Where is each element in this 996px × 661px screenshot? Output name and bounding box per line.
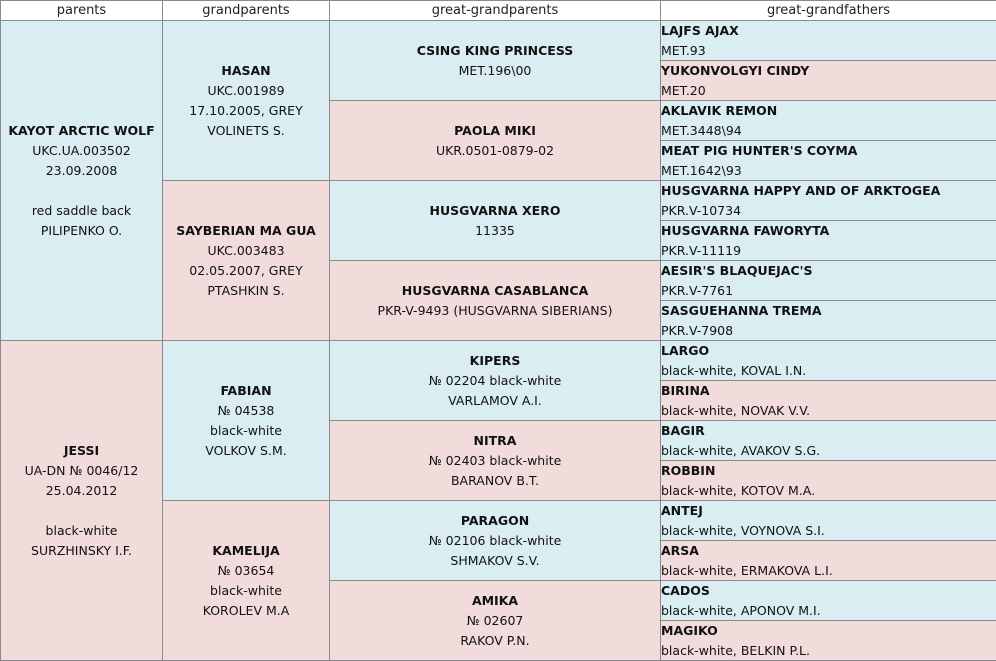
grandparent-4 <box>163 501 330 661</box>
ggf-info: PKR.V-10734 <box>661 203 742 218</box>
ggf-cell-9 <box>661 341 996 381</box>
ggf-name: ARSA <box>661 543 699 558</box>
grandparent-breeder: VOLKOV S.M. <box>205 442 287 458</box>
grandparent-reg: UKC.001989 <box>207 82 285 98</box>
ggf-name: HUSGVARNA FAWORYTA <box>661 223 830 238</box>
ggf-name: MEAT PIG HUNTER'S COYMA <box>661 143 858 158</box>
parent-breeder: SURZHINSKY I.F. <box>31 542 132 558</box>
grandparent-reg: № 04538 <box>217 402 275 418</box>
ggf-name: AESIR'S BLAQUEJAC'S <box>661 263 813 278</box>
great-grandparent-3 <box>330 181 661 261</box>
parent-name: JESSI <box>63 442 100 458</box>
header-row <box>1 1 996 21</box>
great-grandparent-4 <box>330 261 661 341</box>
ggf-name: HUSGVARNA HAPPY AND OF ARKTOGEA <box>661 183 941 198</box>
parent-date: 23.09.2008 <box>45 162 118 178</box>
grandparent-name: HASAN <box>221 62 271 78</box>
grandparent-breeder: VOLINETS S. <box>207 122 285 138</box>
grandparent-breeder: KOROLEV M.A <box>202 602 290 618</box>
ggp-name: HUSGVARNA XERO <box>429 202 561 218</box>
ggf-cell-2 <box>661 61 996 101</box>
ggf-name: MAGIKO <box>661 623 718 638</box>
great-grandparent-7 <box>330 501 661 581</box>
ggf-info: MET.1642\93 <box>661 163 742 178</box>
grandparent-info: 02.05.2007, GREY <box>189 262 303 278</box>
ggf-cell-8 <box>661 301 996 341</box>
ggp-line2: VARLAMOV A.I. <box>448 392 542 408</box>
header-grandparents: grandparents <box>163 1 330 21</box>
grandparent-2 <box>163 181 330 341</box>
great-grandparent-2 <box>330 101 661 181</box>
grandparent-breeder: PTASHKIN S. <box>207 282 285 298</box>
ggf-info: MET.20 <box>661 83 706 98</box>
ggf-cell-13 <box>661 501 996 541</box>
ggp-line1: № 02607 <box>466 612 524 628</box>
ggp-name: AMIKA <box>471 592 519 608</box>
grandparent-reg: UKC.003483 <box>207 242 285 258</box>
grandparent-name: SAYBERIAN MA GUA <box>176 222 316 238</box>
ggf-cell-5 <box>661 181 996 221</box>
ggf-name: ROBBIN <box>661 463 716 478</box>
ggf-info: black-white, VOYNOVA S.I. <box>661 523 825 538</box>
great-grandparent-8 <box>330 581 661 661</box>
ggf-cell-14 <box>661 541 996 581</box>
ggf-name: LAJFS AJAX <box>661 23 739 38</box>
grandparent-reg: № 03654 <box>217 562 275 578</box>
ggf-cell-10 <box>661 381 996 421</box>
parent-reg: UA-DN № 0046/12 <box>24 462 139 478</box>
ggp-line1: № 02106 black-white <box>428 532 562 548</box>
grandparent-info: black-white <box>210 422 282 438</box>
ggp-name: HUSGVARNA CASABLANCA <box>401 282 589 298</box>
grandparent-info: 17.10.2005, GREY <box>189 102 303 118</box>
ggf-cell-6 <box>661 221 996 261</box>
ggp-line1: 11335 <box>475 222 515 238</box>
ggp-line1: № 02204 black-white <box>428 372 562 388</box>
ggf-cell-4 <box>661 141 996 181</box>
ggf-info: black-white, AVAKOV S.G. <box>661 443 821 458</box>
ggf-name: AKLAVIK REMON <box>661 103 778 118</box>
ggf-name: CADOS <box>661 583 710 598</box>
ggf-cell-3 <box>661 101 996 141</box>
parent-color: black-white <box>45 522 118 538</box>
ggp-name: CSING KING PRINCESS <box>416 42 574 58</box>
header-parents: parents <box>1 1 163 21</box>
ggf-info: black-white, KOVAL I.N. <box>661 363 807 378</box>
grandparent-name: FABIAN <box>220 382 272 398</box>
ggp-name: NITRA <box>473 432 517 448</box>
ggf-info: black-white, BELKIN P.L. <box>661 643 810 658</box>
parent-name: KAYOT ARCTIC WOLF <box>8 122 155 138</box>
ggf-name: SASGUEHANNA TREMA <box>661 303 822 318</box>
ggf-name: ANTEJ <box>661 503 703 518</box>
ggp-line1: MET.196\00 <box>458 62 532 78</box>
grandparent-info: black-white <box>210 582 282 598</box>
ggf-info: black-white, APONOV M.I. <box>661 603 821 618</box>
ggp-line2: BARANOV B.T. <box>450 472 540 488</box>
ggf-cell-15 <box>661 581 996 621</box>
ggf-cell-7 <box>661 261 996 301</box>
ggf-cell-16 <box>661 621 996 661</box>
ggp-line1: UKR.0501-0879-02 <box>435 142 555 158</box>
header-great-grandfathers: great-grandfathers <box>661 1 996 21</box>
ggp-line2: RAKOV P.N. <box>460 632 530 648</box>
ggf-info: MET.93 <box>661 43 706 58</box>
great-grandparent-6 <box>330 421 661 501</box>
ggf-info: black-white, NOVAK V.V. <box>661 403 811 418</box>
ggf-name: YUKONVOLGYI CINDY <box>661 63 810 78</box>
ggp-line2: SHMAKOV S.V. <box>450 552 540 568</box>
grandparent-name: KAMELIJA <box>212 542 280 558</box>
ggf-name: LARGO <box>661 343 710 358</box>
ggf-info: PKR.V-7908 <box>661 323 734 338</box>
ggf-name: BIRINA <box>661 383 710 398</box>
parent-dam <box>1 341 163 661</box>
grandparent-3 <box>163 341 330 501</box>
great-grandparent-1 <box>330 21 661 101</box>
ggf-name: BAGIR <box>661 423 705 438</box>
ggf-info: MET.3448\94 <box>661 123 742 138</box>
great-grandparent-5 <box>330 341 661 421</box>
ggp-line1: № 02403 black-white <box>428 452 562 468</box>
parent-breeder: PILIPENKO O. <box>40 222 123 238</box>
ggf-cell-12 <box>661 461 996 501</box>
ggf-info: PKR.V-7761 <box>661 283 734 298</box>
parent-sire <box>1 21 163 341</box>
grandparent-1 <box>163 21 330 181</box>
ggf-info: black-white, ERMAKOVA L.I. <box>661 563 833 578</box>
ggf-cell-11 <box>661 421 996 461</box>
ggp-name: KIPERS <box>469 352 521 368</box>
parent-color: red saddle back <box>31 202 132 218</box>
ggp-name: PARAGON <box>460 512 530 528</box>
ggf-info: black-white, KOTOV M.A. <box>661 483 816 498</box>
ggf-cell-1 <box>661 21 996 61</box>
parent-reg: UKC.UA.003502 <box>32 142 131 158</box>
header-great-grandparents: great-grandparents <box>330 1 661 21</box>
ggf-info: PKR.V-11119 <box>661 243 742 258</box>
parent-date: 25.04.2012 <box>45 482 118 498</box>
ggp-name: PAOLA MIKI <box>454 122 536 138</box>
ggp-line1: PKR-V-9493 (HUSGVARNA SIBERIANS) <box>377 302 613 318</box>
